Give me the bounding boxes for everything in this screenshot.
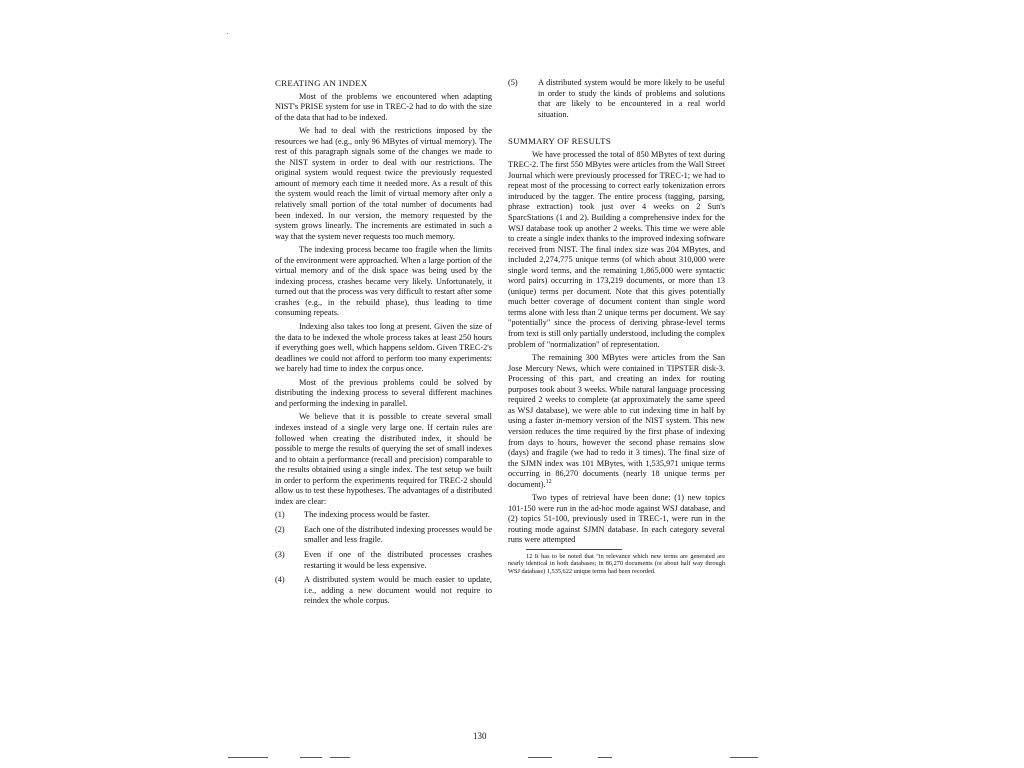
advantages-list: [275, 510, 492, 606]
page-number: 130: [473, 731, 487, 741]
list-item: [275, 525, 492, 546]
paragraph: We had to deal with the restrictions imposed by the resources we had (e.g., only 96 MBytes of virtual memory). The rest of this paragraph signals some of the changes we made to the NIST system in order to deal with our restrictions. The original system would request twice the previously requested amount of memory each time it needed more. As a result of this the system would reach the limit of virtual memory after only a relatively small portion of the total number of documents had been indexed. In our version, the memory requested by the system grows linearly. The increments are estimated in such a way that the system never requests too much memory.: [275, 126, 492, 241]
left-column: [275, 78, 492, 611]
paragraph: Two types of retrieval have been done: (1) new topics 101-150 were run in the ad-hoc mode against WSJ database, and (2) topics 51-100, previously used in TREC-1, were run in the routing mode against SJMN database. In each category several runs were attempted: [508, 493, 725, 545]
list-item-text: A distributed system would be more likely to be useful in order to study the kinds of problems and solutions that are likely to be encountered in a real world situation.: [538, 78, 725, 119]
list-item: [275, 550, 492, 571]
list-item-number: (2): [275, 524, 285, 534]
paragraph: The indexing process became too fragile when the limits of the environment were approached. When a large portion of the virtual memory and of the disk space was being used by the indexing process, crashes became very likely. Unfortunately, it turned out that the process was very difficult to restart after some crashes (e.g., in the rebuild phase), thus leading to time consuming repeats.: [275, 245, 492, 318]
scan-edge-mark: [300, 757, 322, 758]
scan-edge-mark: [528, 757, 552, 758]
footnote: 12 It has to be noted that "in relevance which new terms are generated are nearly identical in both databases; in 86,270 documents (or about half way through WSJ database) 1,535,622 unique terms had been recorded.: [508, 552, 725, 575]
advantages-list-continued: [508, 78, 725, 120]
list-item-text: Even if one of the distributed processes crashes restarting it would be less expensive.: [304, 549, 492, 570]
list-item: [275, 510, 492, 521]
list-item: [508, 78, 725, 120]
list-item-number: (3): [275, 549, 285, 559]
scan-speck: [227, 33, 228, 34]
section-gap: [508, 124, 725, 136]
list-item: [275, 575, 492, 607]
paragraph: [508, 353, 725, 490]
scan-edge-mark: [730, 757, 758, 758]
paragraph: Most of the previous problems could be solved by distributing the indexing process to several different machines and performing the indexing in parallel.: [275, 377, 492, 408]
paragraph-text: The remaining 300 MBytes were articles from the San Jose Mercury News, which were contained in TIPSTER disk-3. Processing of this part, and creating an index for routing purposes took about 3 weeks. While natural language processing required 2 weeks to complete (at approximately the same speed as WSJ database), we were able to cut indexing time in half by using a faster in-memory version of the NIST system. This new version reduces the time required by the first phase of indexing from days to hours, however the second phase remains slow (days) and fragile (we had to redo it 3 times). The final size of the SJMN index was 101 MBytes, with 1,535,971 unique terms occurring in 86,270 documents (nearly 18 unique terms per document).: [508, 353, 725, 489]
footnote-divider: [526, 549, 622, 550]
section-heading-summary-of-results: SUMMARY OF RESULTS: [508, 136, 612, 147]
paragraph: We believe that it is possible to create several small indexes instead of a single very large one. If certain rules are followed when creating the distributed index, it should be possible to merge the results of querying the set of small indexes and to obtain a performance (recall and precision) comparable to the results obtained using a single index. The test setup we built in order to perform the experiments required for TREC-2 should allow us to test these hypotheses. The advantages of a distributed index are clear:: [275, 412, 492, 506]
list-item-number: (5): [508, 78, 518, 87]
list-item-text: Each one of the distributed indexing processes would be smaller and less fragile.: [304, 524, 492, 545]
list-item-text: The indexing process would be faster.: [304, 510, 430, 520]
paragraph: Most of the problems we encountered when adapting NIST's PRISE system for use in TREC-2 had to do with the size of the data that had to be indexed.: [275, 91, 492, 122]
footnote-reference: 12: [545, 478, 552, 485]
list-item-text: A distributed system would be much easier to update, i.e., adding a new document would not require to reindex the whole corpus.: [304, 575, 492, 606]
scan-edge-mark: [228, 757, 268, 758]
right-column: [508, 78, 725, 575]
scan-edge-mark: [330, 757, 350, 758]
list-item-number: (1): [275, 510, 285, 520]
scan-edge-mark: [598, 757, 612, 758]
section-heading-creating-an-index: CREATING AN INDEX: [275, 78, 368, 88]
list-item-number: (4): [275, 575, 285, 585]
paragraph: We have processed the total of 850 MBytes of text during TREC-2. The first 550 MBytes were articles from the Wall Street Journal which were previously processed for TREC-1; we had to repeat most of the processing to correct early tokenization errors introduced by the tagger. The entire process (tagging, parsing, phrase extraction) took just over 4 weeks on 2 Sun's SparcStations (1 and 2). Building a comprehensive index for the WSJ database took up another 2 weeks. This time we were able to create a single index thanks to the improved indexing software received from NIST. The final index size was 204 MBytes, and included 2,274,775 unique terms (of which about 310,000 were single word terms, and the remaining 1,865,000 were syntactic word pairs) occurring in 173,219 documents, or more than 13 (unique) terms per document. Note that this gives potentially much better coverage of document content than single word terms alone with less than 2 unique terms per document. We say "potentially" since the process of deriving phrase-level terms from text is still only partially understood, including the complex problem of "normalization" of representation.: [508, 149, 725, 349]
paragraph: Indexing also takes too long at present. Given the size of the data to be indexed the whole process takes at least 250 hours if everything goes well, which happens seldom. Given TREC-2's deadlines we could not afford to perform too many experiments: we barely had time to index the corpus once.: [275, 322, 492, 374]
